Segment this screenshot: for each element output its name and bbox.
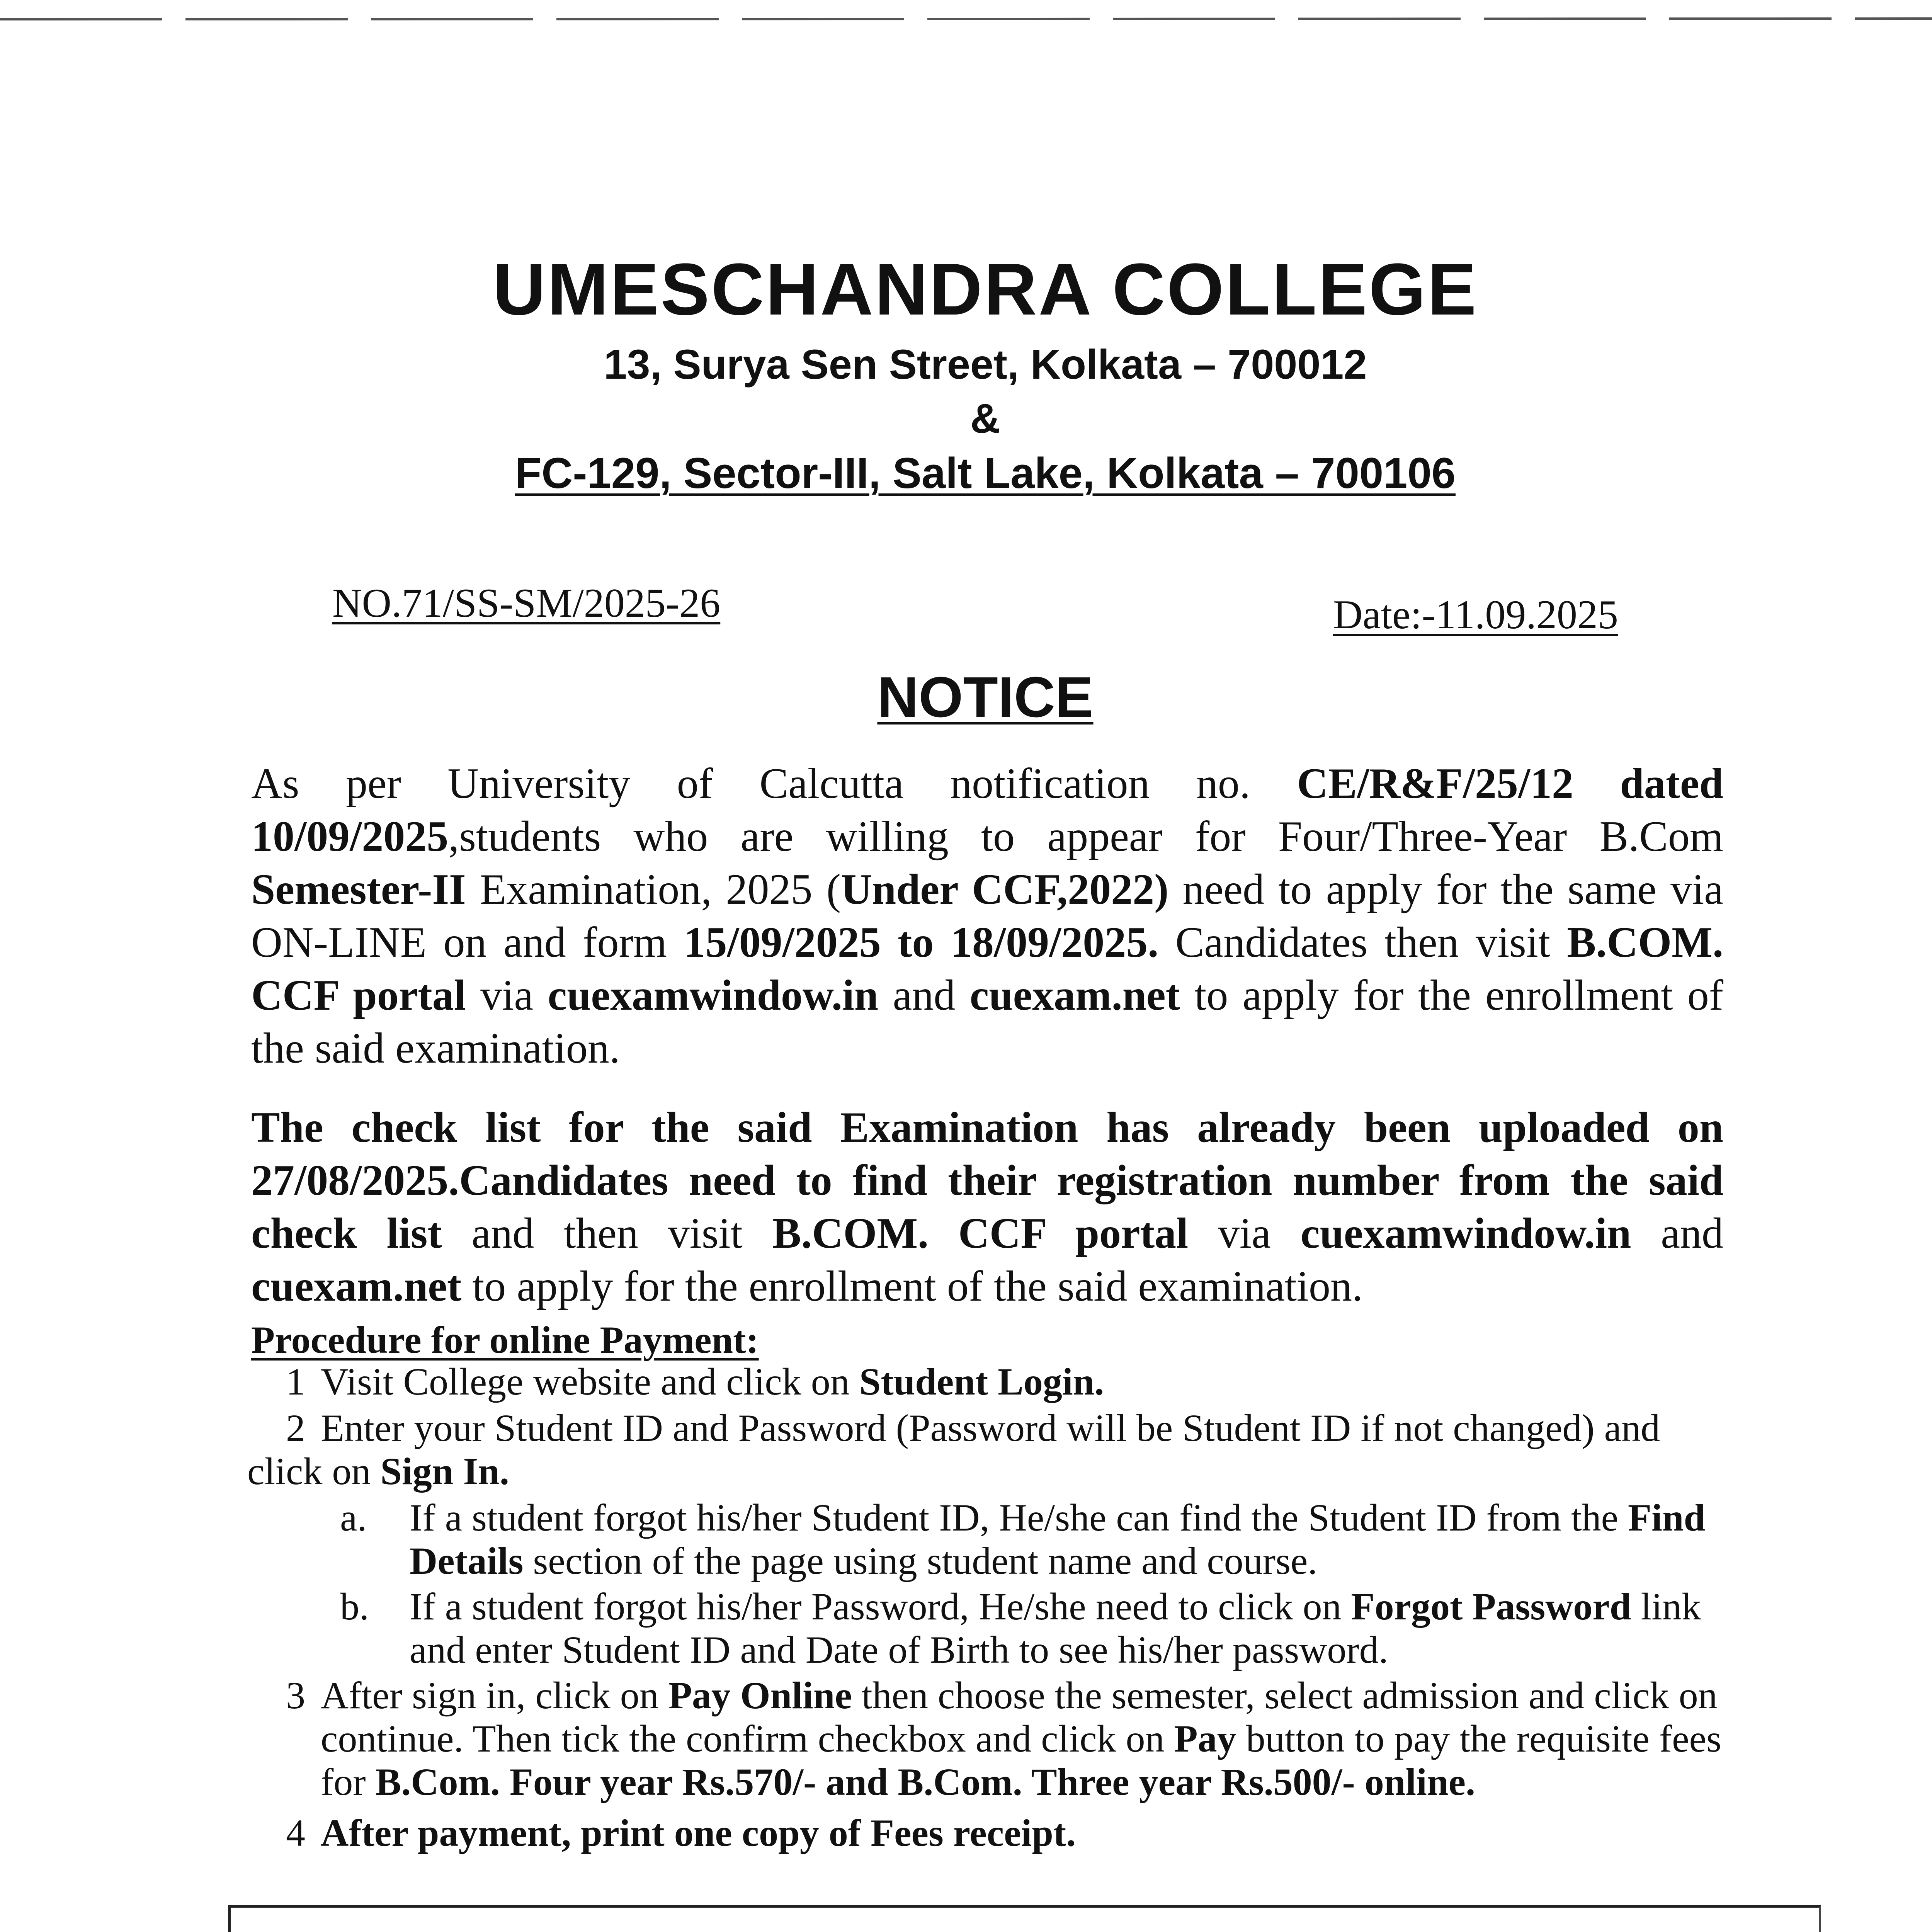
step-3-text-3: button to pay the requisite fees for [321, 1717, 1721, 1803]
p1-date-range: 15/09/2025 to 18/09/2025. [684, 918, 1159, 966]
step-2b-letter: b. [340, 1585, 369, 1628]
step-3-number: 3 [286, 1674, 305, 1717]
step-3-text-2: then choose the semester, select admission and click on continue. Then tick the confirm checkbox and click on [321, 1674, 1718, 1760]
p1-text-3: Examination, 2025 ( [466, 866, 841, 913]
step-2-text: Enter your Student ID and Password (Password will be Student ID if not changed) and click on [247, 1406, 1660, 1493]
p1-site-1: cuexamwindow.in [548, 971, 879, 1019]
step-1-text: Visit College website and click on [321, 1360, 859, 1403]
p1-text-4: need to apply for the same via ON-LINE on and form [251, 866, 1723, 966]
step-2b-text-1: If a student forgot his/her Password, He/she need to click on [410, 1585, 1351, 1628]
paragraph-university-notification [251, 757, 1723, 1075]
step-3-bold-1: Pay Online [668, 1674, 852, 1717]
step-4-number: 4 [286, 1811, 305, 1854]
scan-top-rule [0, 0, 1932, 23]
p2-check-list: The check list for the said Examination has already been uploaded on 27/08/2025.Candidates need to find their registration number from the said check list [251, 1104, 1723, 1257]
step-2 [247, 1406, 1723, 1493]
step-4-bold: After payment, print one copy of Fees receipt. [321, 1811, 1076, 1854]
step-3-text-1: After sign in, click on [321, 1674, 668, 1717]
paragraph-check-list [251, 1101, 1723, 1313]
p2-text-2: via [1188, 1209, 1301, 1257]
step-2a-text-2: section of the page using student name and course. [523, 1539, 1318, 1582]
step-2-bold: Sign In. [380, 1450, 509, 1493]
step-2b-bold: Forgot Password [1351, 1585, 1631, 1628]
deadline-box [228, 1905, 1821, 1932]
address-line-2-wrapper [0, 448, 1932, 498]
step-2a [247, 1496, 1723, 1583]
address-ampersand: & [970, 395, 1000, 442]
p2-site-1: cuexamwindow.in [1300, 1209, 1631, 1257]
p1-text-8: to apply for the enrollment of the said examination. [251, 971, 1724, 1072]
procedure-heading: Procedure for online Payment: [251, 1318, 759, 1361]
reference-number: NO.71/SS-SM/2025-26 [332, 580, 721, 626]
step-1 [247, 1360, 1723, 1403]
step-3 [247, 1674, 1723, 1804]
step-4 [247, 1811, 1723, 1855]
p2-text-3: and [1631, 1209, 1724, 1257]
step-1-bold: Student Login. [859, 1360, 1104, 1403]
p1-text-1: As per University of Calcutta notification no. [251, 760, 1297, 808]
p1-site-2: cuexam.net [969, 971, 1180, 1019]
p1-portal: B.COM. CCF portal [251, 918, 1724, 1019]
p1-text-6: via [466, 971, 548, 1019]
notice-title: NOTICE [877, 665, 1094, 729]
college-name: UMESCHANDRA COLLEGE [493, 248, 1478, 330]
p1-semester: Semester-II [251, 866, 466, 913]
address-line-1: 13, Surya Sen Street, Kolkata – 700012 [604, 341, 1367, 388]
step-2a-bold: Find Details [410, 1496, 1706, 1582]
p1-ccf: Under CCF,2022) [841, 866, 1169, 913]
notice-title-wrapper [0, 665, 1932, 730]
p2-site-2: cuexam.net [251, 1262, 462, 1310]
step-2a-letter: a. [340, 1496, 367, 1539]
step-2b-text-2: link and enter Student ID and Date of Birth to see his/her password. [410, 1585, 1701, 1671]
step-2-number: 2 [286, 1406, 305, 1449]
p1-text-5: Candidates then visit [1158, 918, 1567, 966]
step-2b [247, 1585, 1723, 1672]
step-3-bold-2: Pay [1174, 1717, 1236, 1760]
p2-text-1: and then visit [442, 1209, 772, 1257]
p2-text-4: to apply for the enrollment of the said examination. [461, 1262, 1363, 1310]
step-2a-text-1: If a student forgot his/her Student ID, He/she can find the Student ID from the [410, 1496, 1628, 1539]
p1-text-2: ,students who are willing to appear for Four/Three-Year B.Com [448, 813, 1723, 861]
notice-date: Date:-11.09.2025 [1333, 592, 1618, 637]
step-3-fees: B.Com. Four year Rs.570/- and B.Com. Three year Rs.500/- online. [375, 1760, 1475, 1803]
p1-notification-ref: CE/R&F/25/12 dated 10/09/2025 [251, 760, 1723, 861]
step-1-number: 1 [286, 1360, 305, 1403]
p2-portal: B.COM. CCF portal [772, 1209, 1189, 1257]
address-line-2: FC-129, Sector-III, Salt Lake, Kolkata – 700106 [515, 449, 1456, 497]
procedure-steps [247, 1360, 1723, 1858]
p1-text-7: and [878, 971, 970, 1019]
